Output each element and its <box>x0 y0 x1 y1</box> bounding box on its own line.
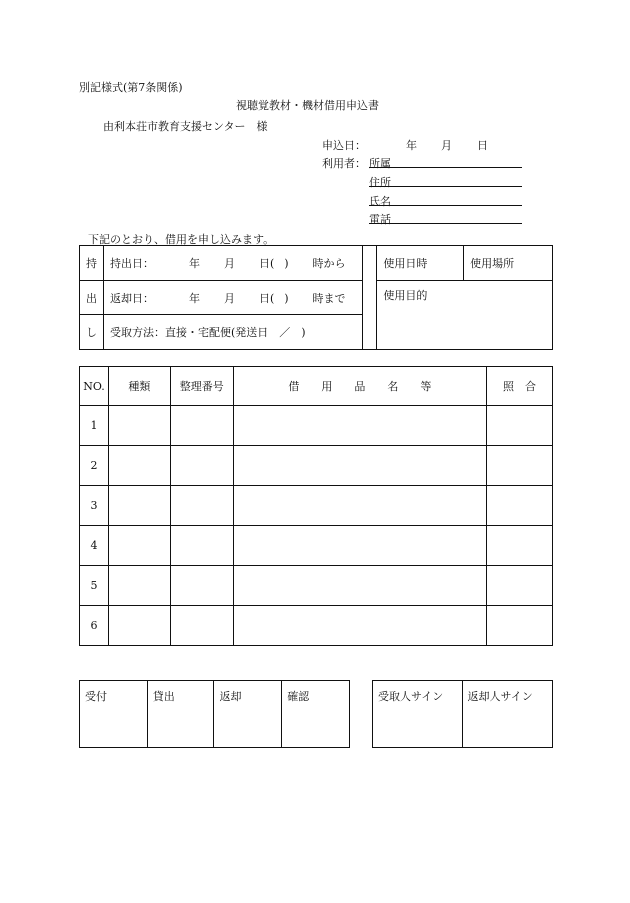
return-date-cell[interactable] <box>103 281 362 315</box>
lending-cell[interactable]: 貸出 <box>147 681 214 748</box>
signature-table <box>372 680 553 748</box>
row-number: 6 <box>80 606 109 646</box>
affiliation-underline[interactable] <box>369 167 522 168</box>
side-label-de: 出 <box>80 281 104 315</box>
user-affiliation-label: 所属 <box>369 157 391 170</box>
item-name-cell[interactable] <box>233 486 486 526</box>
table-row <box>80 446 553 486</box>
return-date-suffix: 時まで <box>312 291 346 305</box>
form-title: 視聴覚教材・機材借用申込書 <box>236 99 379 112</box>
statement: 下記のとおり、借用を申し込みます。 <box>88 233 275 246</box>
type-cell[interactable] <box>108 406 170 446</box>
side-label-mo: 持 <box>80 246 104 281</box>
use-purpose-cell[interactable] <box>377 281 553 350</box>
return-date-close: ) <box>284 291 289 305</box>
address-underline[interactable] <box>369 186 522 187</box>
table-row <box>80 566 553 606</box>
out-date-month: 月 <box>223 257 235 270</box>
addressee: 由利本荘市教育支援センター 様 <box>103 120 268 133</box>
control-no-cell[interactable] <box>170 566 233 606</box>
user-address-label: 住所 <box>369 176 391 189</box>
use-purpose-label: 使用目的 <box>383 289 428 302</box>
check-cell[interactable] <box>487 526 553 566</box>
header-item-name: 借 用 品 名 等 <box>233 367 486 406</box>
spacer-cell <box>363 246 377 350</box>
receipt-cell[interactable]: 受付 <box>80 681 148 748</box>
out-date-close: ) <box>284 257 289 270</box>
check-cell[interactable] <box>487 606 553 646</box>
return-date-day: 日( <box>258 291 275 305</box>
use-place-label: 使用場所 <box>464 246 553 281</box>
user-name-label: 氏名 <box>369 195 391 208</box>
return-date-year: 年 <box>188 291 200 305</box>
item-name-cell[interactable] <box>233 606 486 646</box>
confirm-cell[interactable]: 確認 <box>282 681 350 748</box>
item-name-cell[interactable] <box>233 566 486 606</box>
item-name-cell[interactable] <box>233 446 486 486</box>
return-cell[interactable]: 返却 <box>214 681 282 748</box>
control-no-cell[interactable] <box>170 606 233 646</box>
check-cell[interactable] <box>487 566 553 606</box>
item-name-cell[interactable] <box>233 526 486 566</box>
row-number: 3 <box>80 486 109 526</box>
out-date-day: 日( <box>258 257 275 270</box>
application-date-day: 日 <box>477 139 488 152</box>
header-check: 照 合 <box>487 367 553 406</box>
form-reference: 別記様式(第7条関係) <box>79 81 183 94</box>
out-date-suffix: 時から <box>312 257 346 270</box>
control-no-cell[interactable] <box>170 486 233 526</box>
processing-table <box>79 680 350 748</box>
side-label-shi: し <box>80 315 104 350</box>
header-control-no: 整理番号 <box>170 367 233 406</box>
control-no-cell[interactable] <box>170 446 233 486</box>
type-cell[interactable] <box>108 446 170 486</box>
receiver-signature-cell[interactable]: 受取人サイン <box>373 681 463 748</box>
check-cell[interactable] <box>487 486 553 526</box>
delivery-method[interactable]: 受取方法：直接・宅配便(発送日 ／ ) <box>103 315 362 350</box>
returner-signature-cell[interactable]: 返却人サイン <box>462 681 553 748</box>
table-row <box>80 606 553 646</box>
type-cell[interactable] <box>108 606 170 646</box>
application-date-label: 申込日： <box>322 139 366 152</box>
type-cell[interactable] <box>108 486 170 526</box>
use-datetime-label: 使用日時 <box>377 246 464 281</box>
user-label: 利用者： <box>322 157 366 170</box>
application-date-month: 月 <box>441 139 452 152</box>
row-number: 4 <box>80 526 109 566</box>
header-type: 種類 <box>108 367 170 406</box>
row-number: 1 <box>80 406 109 446</box>
borrow-table <box>79 245 553 350</box>
header-no: NO. <box>80 367 109 406</box>
return-date-month: 月 <box>223 291 235 305</box>
type-cell[interactable] <box>108 566 170 606</box>
check-cell[interactable] <box>487 446 553 486</box>
application-date-year: 年 <box>406 139 417 152</box>
type-cell[interactable] <box>108 526 170 566</box>
user-phone-label: 電話 <box>369 213 391 226</box>
table-row <box>80 526 553 566</box>
row-number: 2 <box>80 446 109 486</box>
item-name-cell[interactable] <box>233 406 486 446</box>
return-date-label: 返却日： <box>109 291 154 305</box>
out-date-label: 持出日： <box>109 257 154 270</box>
out-date-cell[interactable] <box>103 246 362 281</box>
name-underline[interactable] <box>369 205 522 206</box>
out-date-year: 年 <box>188 257 200 270</box>
row-number: 5 <box>80 566 109 606</box>
phone-underline[interactable] <box>369 223 522 224</box>
control-no-cell[interactable] <box>170 526 233 566</box>
control-no-cell[interactable] <box>170 406 233 446</box>
check-cell[interactable] <box>487 406 553 446</box>
table-row <box>80 406 553 446</box>
items-table <box>79 366 553 646</box>
table-row <box>80 486 553 526</box>
